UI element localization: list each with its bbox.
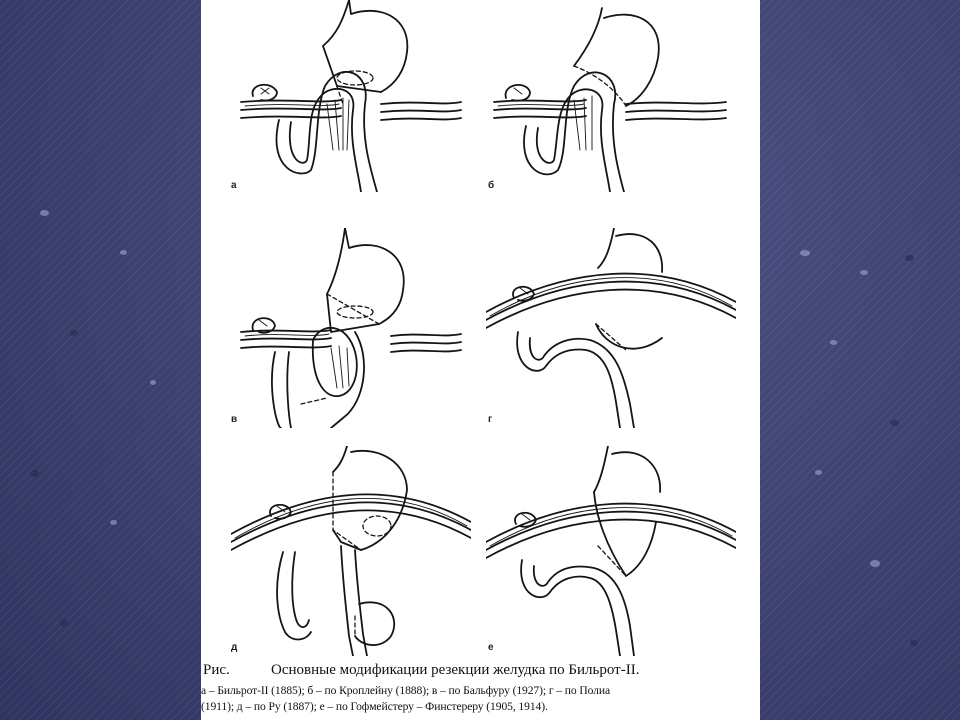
figure-g-label: г <box>488 414 493 425</box>
figure-b <box>486 0 736 192</box>
figure-a-drawing <box>231 0 471 192</box>
backdrop-dot <box>110 520 117 525</box>
caption-title-row <box>203 662 639 679</box>
figure-d <box>231 446 471 656</box>
backdrop-dot <box>150 380 156 385</box>
figure-e-label: е <box>488 642 494 653</box>
figure-e <box>486 446 736 656</box>
figure-v-label: в <box>231 414 238 425</box>
figure-a-label: а <box>231 180 237 191</box>
figure-b-label: б <box>488 180 495 191</box>
backdrop-dot <box>905 255 914 261</box>
figure-caption <box>201 660 760 720</box>
figure-d-drawing <box>231 446 471 656</box>
backdrop-dot <box>30 470 39 477</box>
figure-g-drawing <box>486 228 736 428</box>
figure-v-drawing <box>231 228 471 428</box>
backdrop-dot <box>870 560 880 567</box>
figure-v <box>231 228 471 428</box>
backdrop-dot <box>40 210 49 216</box>
backdrop-dot <box>910 640 918 646</box>
figure-d-label: д <box>231 642 238 653</box>
caption-title: Основные модификации резекции желудка по Бильрот-II. <box>271 662 640 678</box>
backdrop-dot <box>815 470 822 475</box>
backdrop-dot <box>60 620 68 626</box>
backdrop-dot <box>890 420 899 426</box>
backdrop-dot <box>120 250 127 255</box>
figure-b-drawing <box>486 0 736 192</box>
backdrop-dot <box>70 330 78 336</box>
caption-label: Рис. <box>203 662 230 678</box>
backdrop-dot <box>800 250 810 256</box>
backdrop-dot <box>830 340 837 345</box>
figure-panel <box>201 0 760 720</box>
backdrop-dot <box>860 270 868 275</box>
figure-a <box>231 0 471 192</box>
figure-g <box>486 228 736 428</box>
caption-line-1: а – Бильрот-II (1885); б – по Кроплейну (1888); в – по Бальфуру (1927); г – по Полиа <box>201 684 611 697</box>
figure-e-drawing <box>486 446 736 656</box>
caption-line-2: (1911); д – по Ру (1887); е – по Гофмейстеру – Финстереру (1905, 1914). <box>201 700 548 713</box>
